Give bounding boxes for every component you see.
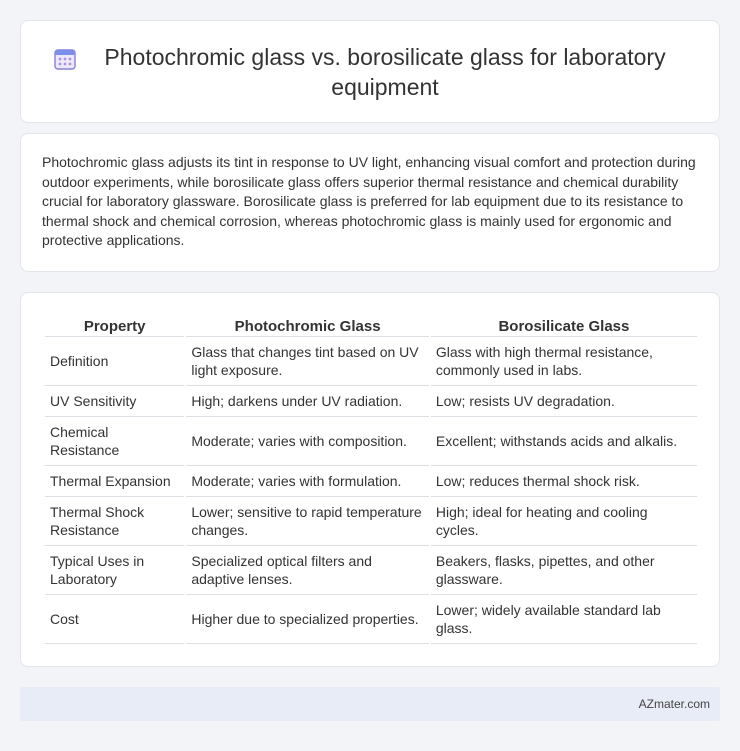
table-cell: Moderate; varies with composition. <box>186 417 429 466</box>
table-cell: Excellent; withstands acids and alkalis. <box>431 417 697 466</box>
intro-paragraph: Photochromic glass adjusts its tint in response to UV light, enhancing visual comfort and protection during outdoor experiments, while borosilicate glass offers superior thermal resistance and chemical durability crucial for laboratory glassware. Borosilicate glass is preferred for lab equipment due to its resistance to thermal shock and chemical corrosion, whereas photochromic glass is mainly used for ergonomic and protective applications. <box>42 154 696 249</box>
comparison-table-card <box>20 292 720 667</box>
table-cell: Chemical Resistance <box>45 417 184 466</box>
table-cell: Higher due to specialized properties. <box>186 595 429 644</box>
comparison-table <box>43 315 699 644</box>
table-cell: Lower; widely available standard lab glass. <box>431 595 697 644</box>
table-cell: Definition <box>45 337 184 386</box>
table-header-row <box>45 315 697 337</box>
table-cell: Beakers, flasks, pipettes, and other glassware. <box>431 546 697 595</box>
table-cell: Low; resists UV degradation. <box>431 386 697 417</box>
table-row <box>45 546 697 595</box>
table-row <box>45 386 697 417</box>
column-header: Photochromic Glass <box>186 315 429 337</box>
table-cell: Cost <box>45 595 184 644</box>
page-title: Photochromic glass vs. borosilicate glass for laboratory equipment <box>104 43 666 100</box>
table-row <box>45 417 697 466</box>
table-cell: Moderate; varies with formulation. <box>186 466 429 497</box>
table-cell: High; darkens under UV radiation. <box>186 386 429 417</box>
table-cell: Glass that changes tint based on UV light exposure. <box>186 337 429 386</box>
table-cell: Thermal Shock Resistance <box>45 497 184 546</box>
table-cell: Lower; sensitive to rapid temperature changes. <box>186 497 429 546</box>
column-header: Borosilicate Glass <box>431 315 697 337</box>
table-cell: High; ideal for heating and cooling cycles. <box>431 497 697 546</box>
table-row <box>45 466 697 497</box>
table-row <box>45 337 697 386</box>
title-card <box>20 20 720 123</box>
table-row <box>45 497 697 546</box>
table-cell: Glass with high thermal resistance, commonly used in labs. <box>431 337 697 386</box>
footer-brand: AZmater.com <box>638 697 710 711</box>
table-cell: Typical Uses in Laboratory <box>45 546 184 595</box>
table-cell: Low; reduces thermal shock risk. <box>431 466 697 497</box>
table-row <box>45 595 697 644</box>
column-header: Property <box>45 315 184 337</box>
table-cell: Specialized optical filters and adaptive lenses. <box>186 546 429 595</box>
table-cell: UV Sensitivity <box>45 386 184 417</box>
table-cell: Thermal Expansion <box>45 466 184 497</box>
intro-card <box>20 133 720 272</box>
footer-bar <box>20 687 720 721</box>
